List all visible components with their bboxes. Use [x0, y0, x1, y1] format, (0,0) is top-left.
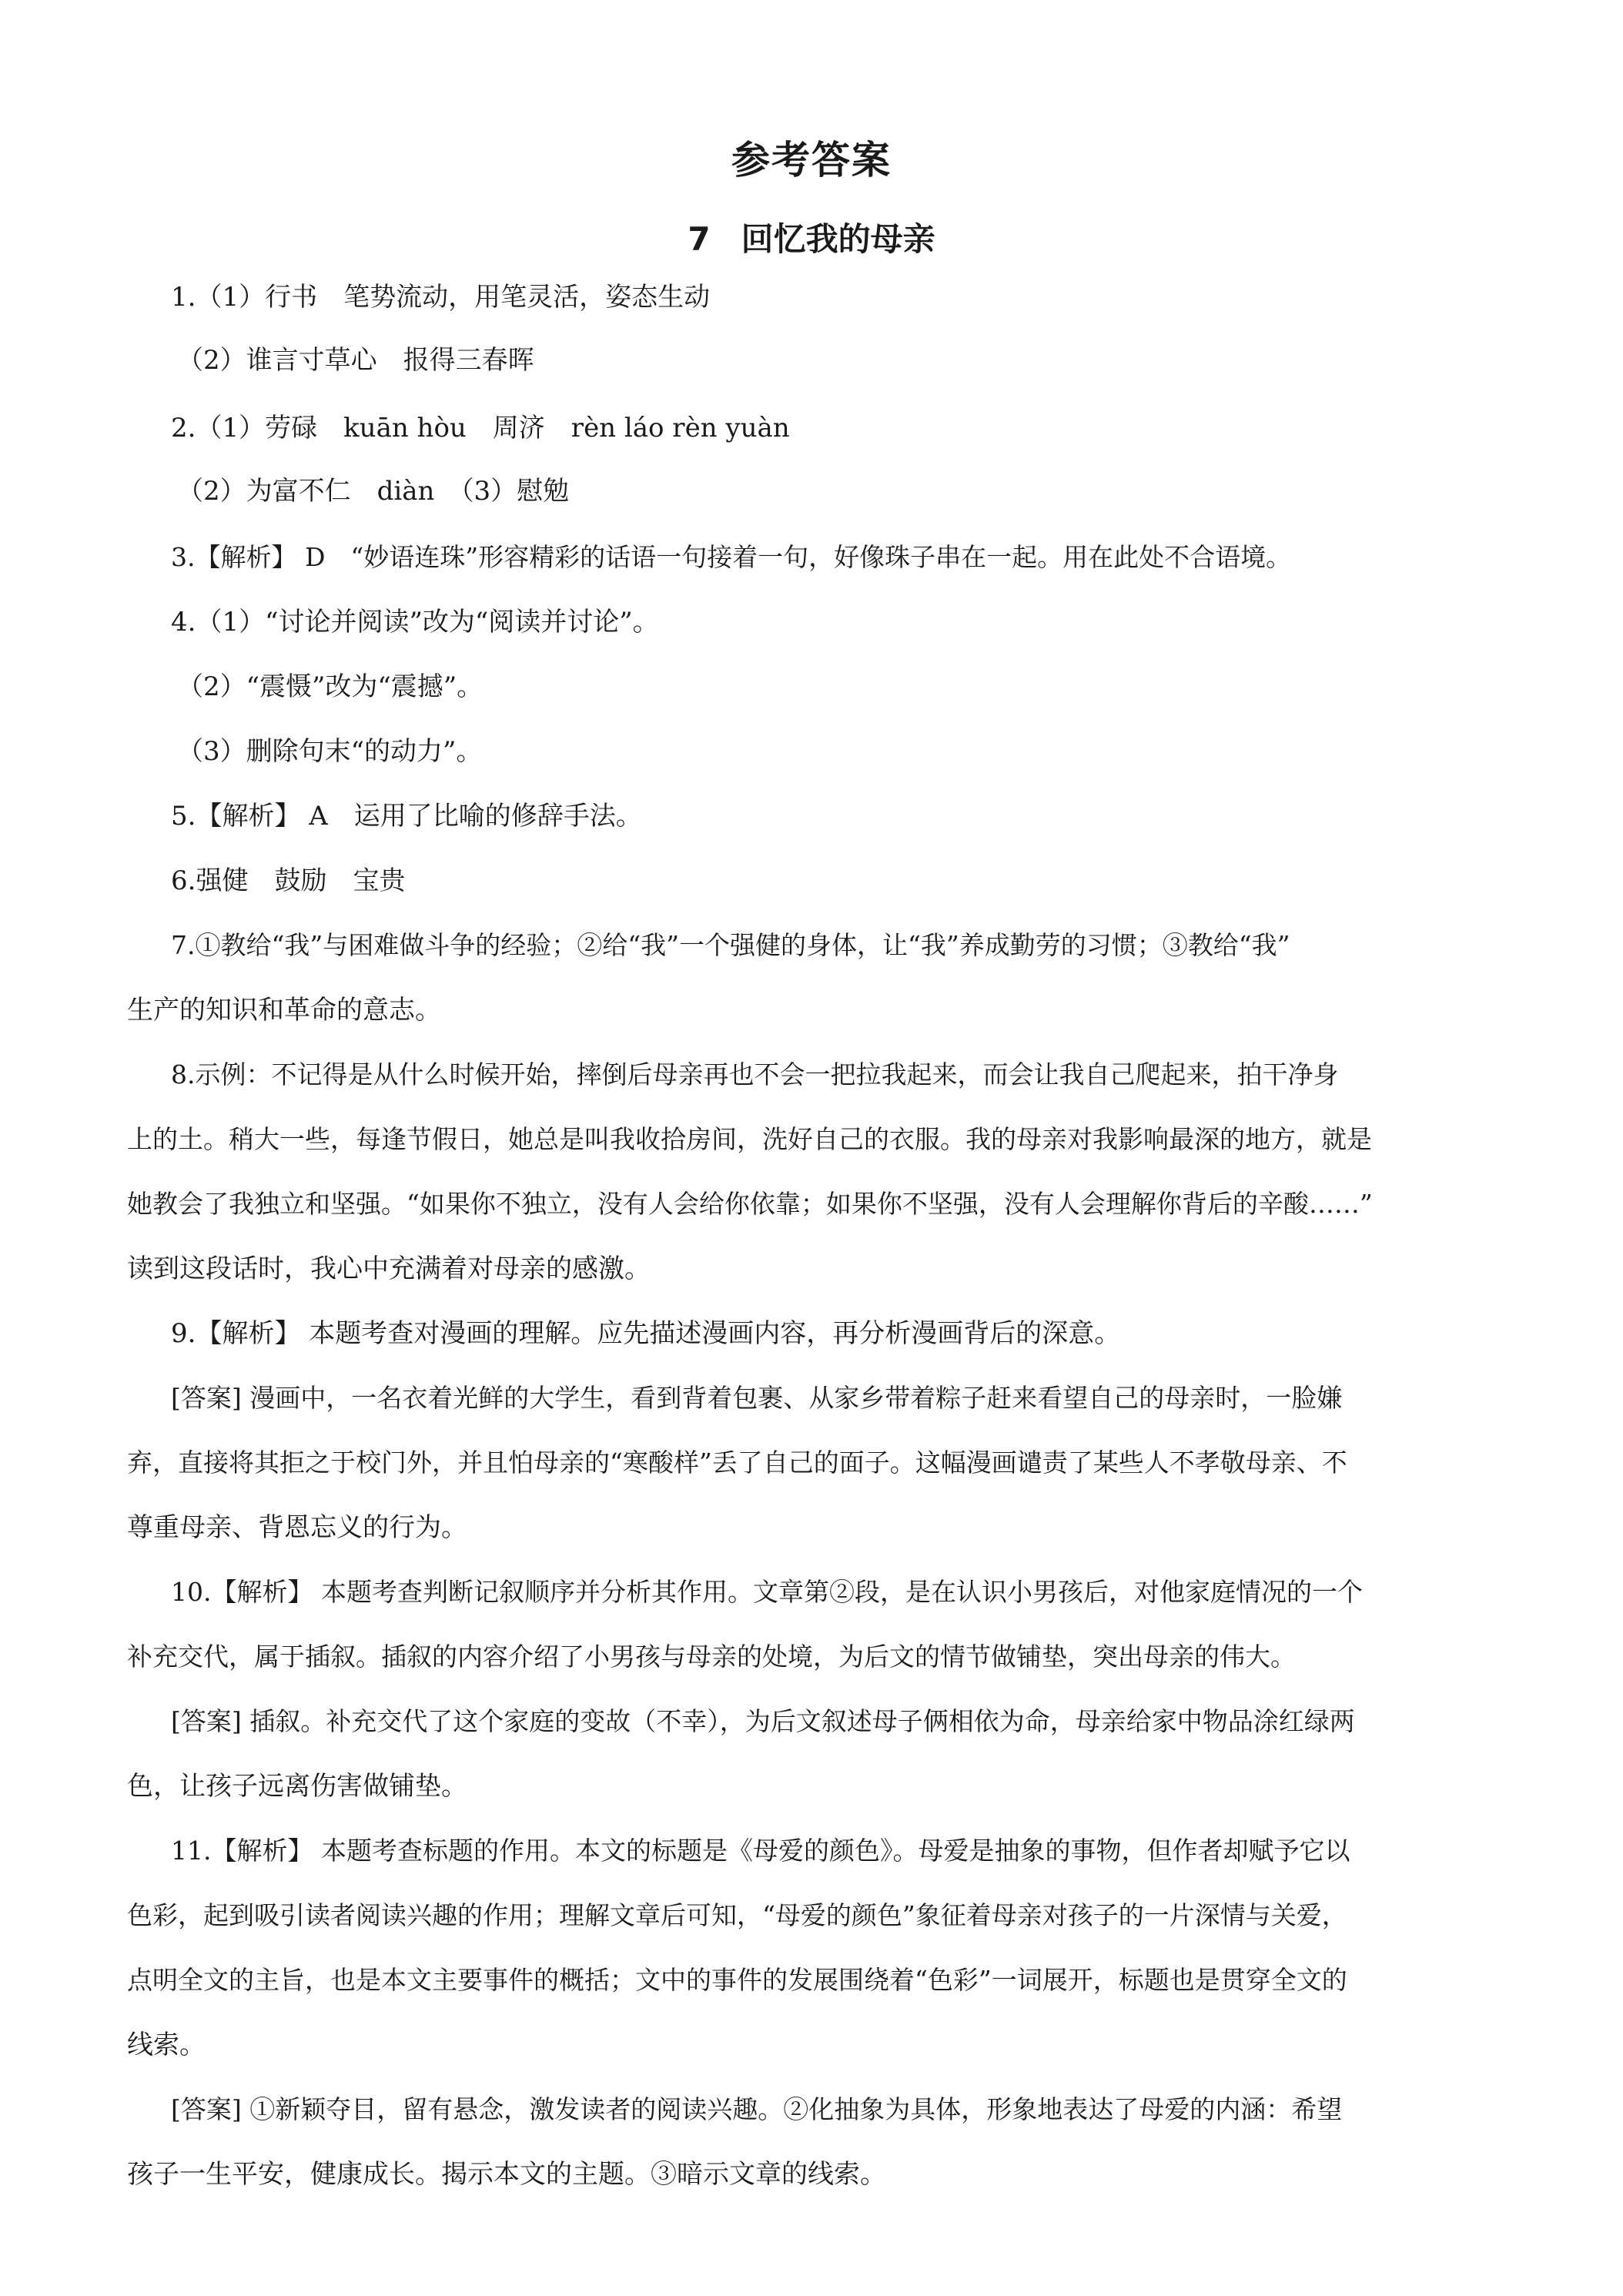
answer-1-part-2: （2）谁言寸草心 报得三春晖: [177, 345, 534, 376]
answer-11-analysis-line-1: 11.【解析】 本题考查标题的作用。本文的标题是《母爱的颜色》。母爱是抽象的事物，但作者却赋予它以: [171, 1836, 1350, 1866]
answer-10-answer-line-1: [答案] 插叙。补充交代了这个家庭的变故（不幸），为后文叙述母子俩相依为命，母亲给家中物品涂红绿两: [171, 1706, 1355, 1736]
answer-9-analysis: 9.【解析】 本题考查对漫画的理解。应先描述漫画内容，再分析漫画背后的深意。: [171, 1318, 1121, 1349]
answer-9-answer-line-3: 尊重母亲、背恩忘义的行为。: [127, 1512, 467, 1543]
answer-5: 5.【解析】 A 运用了比喻的修辞手法。: [171, 801, 642, 832]
lesson-heading: [0, 214, 1623, 260]
answer-8-line-4: 读到这段话时，我心中充满着对母亲的感激。: [127, 1253, 651, 1284]
answer-11-answer-line-1: [答案] ①新颖夺目，留有悬念，激发读者的阅读兴趣。②化抽象为具体，形象地表达了母爱的内涵：希望: [171, 2094, 1343, 2124]
answer-9-answer-line-1: [答案] 漫画中，一名衣着光鲜的大学生，看到背着包裹、从家乡带着粽子赶来看望自己的母亲时，一脸嫌: [171, 1383, 1343, 1413]
answer-10-answer-line-2: 色，让孩子远离伤害做铺垫。: [127, 1771, 467, 1802]
answer-2-part-2: （2）为富不仁 diàn （3）慰勉: [177, 476, 570, 507]
answer-8-line-2: 上的土。稍大一些，每逢节假日，她总是叫我收拾房间，洗好自己的衣服。我的母亲对我影响最深的地方，就是: [127, 1124, 1372, 1154]
answer-10-analysis-line-2: 补充交代，属于插叙。插叙的内容介绍了小男孩与母亲的处境，为后文的情节做铺垫，突出母亲的伟大。: [127, 1642, 1296, 1672]
answer-10-analysis-line-1: 10.【解析】 本题考查判断记叙顺序并分析其作用。文章第②段，是在认识小男孩后，对他家庭情况的一个: [171, 1577, 1363, 1607]
answer-11-answer-line-2: 孩子一生平安，健康成长。揭示本文的主题。③暗示文章的线索。: [127, 2159, 886, 2190]
page-title: 参考答案: [731, 138, 892, 182]
answer-11-analysis-line-3: 点明全文的主旨，也是本文主要事件的概括；文中的事件的发展围绕着“色彩”一词展开，标题也是贯穿全文的: [127, 1965, 1347, 1995]
answer-11-analysis-line-2: 色彩，起到吸引读者阅读兴趣的作用；理解文章后可知，“母爱的颜色”象征着母亲对孩子的一片深情与关爱，: [127, 1900, 1347, 1930]
answer-8-line-1: 8.示例：不记得是从什么时候开始，摔倒后母亲再也不会一把拉我起来，而会让我自己爬起来，拍干净身: [171, 1059, 1339, 1089]
answer-4-part-2: （2）“震慑”改为“震撼”。: [177, 671, 484, 702]
answer-1-part-1: 1.（1）行书 笔势流动，用笔灵活，姿态生动: [171, 282, 711, 313]
answer-2-part-1: 2.（1）劳碌 kuān hòu 周济 rèn láo rèn yuàn: [171, 413, 790, 443]
answer-8-line-3: 她教会了我独立和坚强。“如果你不独立，没有人会给你依靠；如果你不坚强，没有人会理解你背后的辛酸……”: [127, 1189, 1373, 1219]
answer-4-part-3: （3）删除句末“的动力”。: [177, 736, 483, 767]
answer-3: 3.【解析】 D “妙语连珠”形容精彩的话语一句接着一句，好像珠子串在一起。用在此处不合语境。: [171, 542, 1292, 572]
answer-6: 6.强健 鼓励 宝贵: [171, 865, 406, 896]
answer-11-analysis-line-4: 线索。: [127, 2030, 206, 2060]
answer-7-line-1: 7.①教给“我”与困难做斗争的经验；②给“我”一个强健的身体，让“我”养成勤劳的习惯；③教给“我”: [171, 930, 1290, 960]
lesson-title: 回忆我的母亲: [741, 220, 935, 258]
answer-4-part-1: 4.（1）“讨论并阅读”改为“阅读并讨论”。: [171, 607, 659, 638]
lesson-number: 7: [688, 220, 711, 258]
answer-9-answer-line-2: 弃，直接将其拒之于校门外，并且怕母亲的“寒酸样”丢了自己的面子。这幅漫画谴责了某些人不孝敬母亲、不: [127, 1448, 1347, 1478]
answer-7-line-2: 生产的知识和革命的意志。: [127, 995, 441, 1026]
